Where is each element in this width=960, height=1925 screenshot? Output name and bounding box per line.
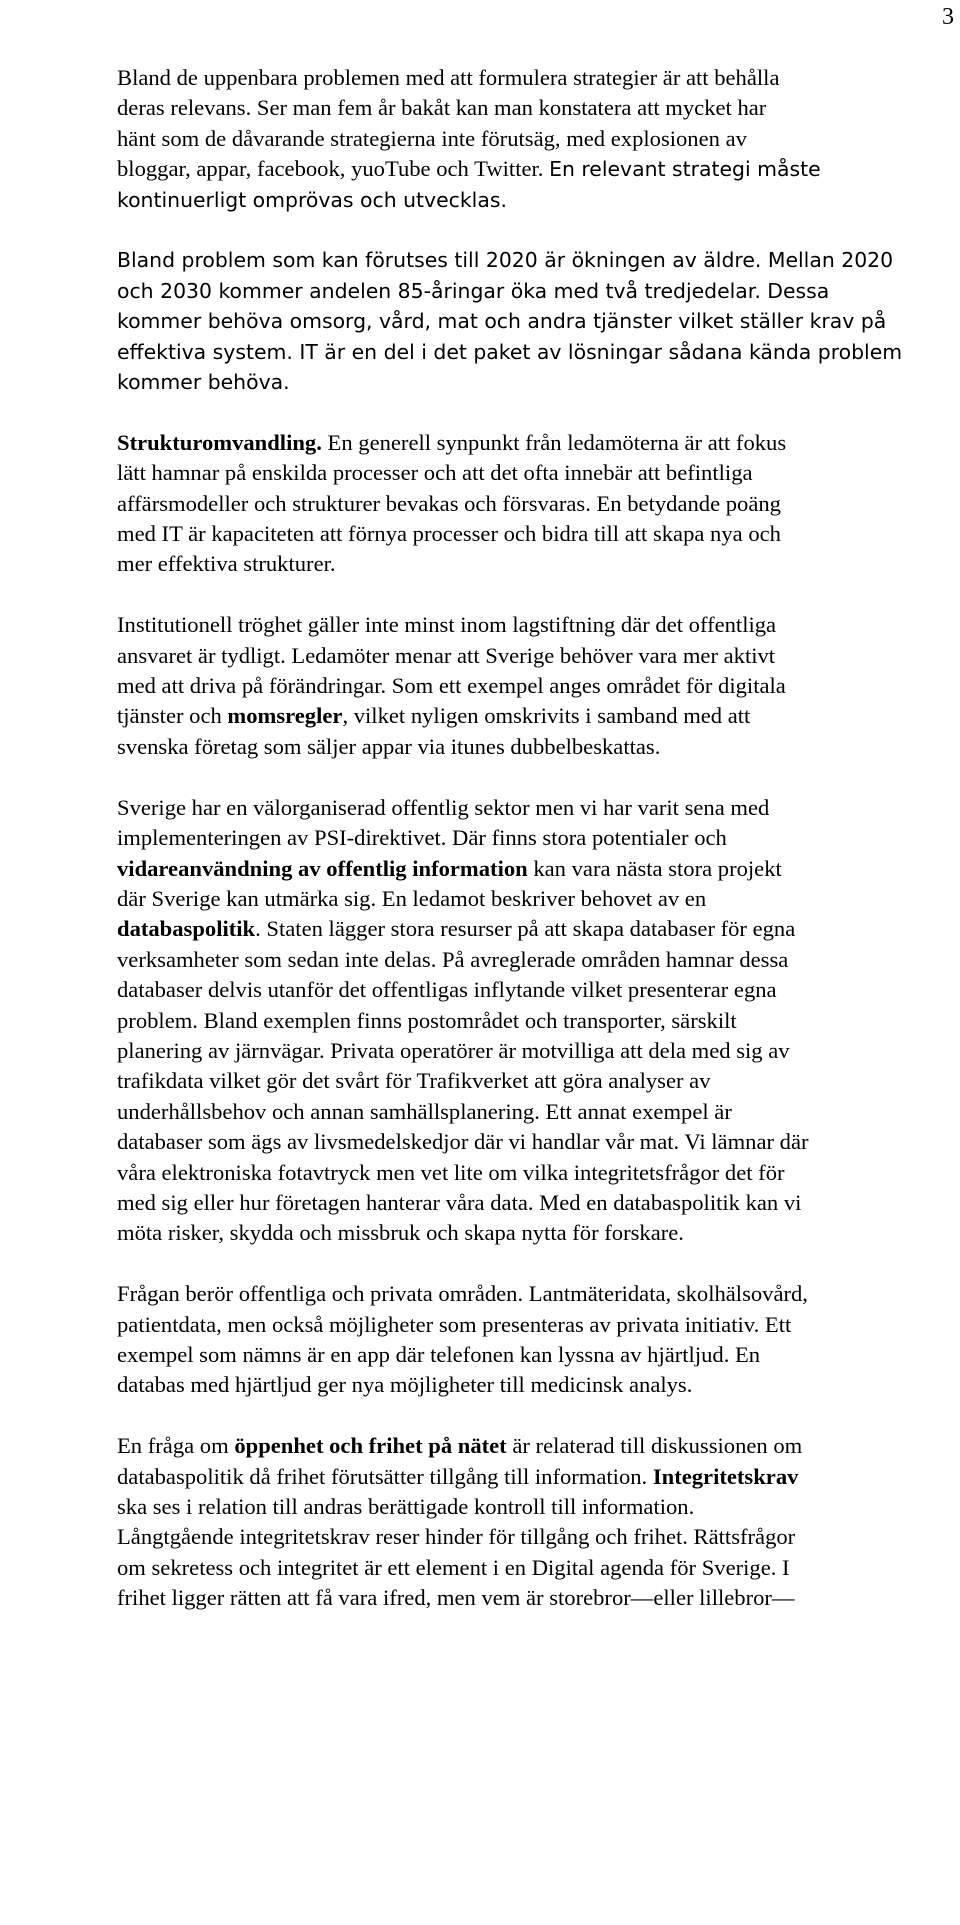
text-line bbox=[117, 1006, 897, 1036]
text-line bbox=[117, 1188, 897, 1218]
text-line bbox=[117, 306, 897, 336]
text-run: databaser delvis utanför det offentligas inflytande vilket presenterar egna bbox=[117, 977, 777, 1003]
text-line bbox=[117, 337, 903, 367]
text-run: trafikdata vilket gör det svårt för Trafikverket att göra analyser av bbox=[117, 1068, 711, 1094]
bold-text: databaspolitik bbox=[117, 916, 256, 942]
text-run: implementeringen av PSI-direktivet. Där finns stora potentialer och bbox=[117, 825, 727, 851]
text-line bbox=[117, 185, 897, 215]
text-line bbox=[117, 1279, 897, 1309]
text-run: Sverige har en välorganiserad offentlig sektor men vi har varit sena med bbox=[117, 794, 770, 820]
text-line bbox=[117, 732, 897, 762]
text-line bbox=[117, 610, 897, 640]
text-line bbox=[117, 549, 897, 579]
text-line bbox=[117, 1127, 897, 1157]
text-run: affärsmodeller och strukturer bevakas och försvaras. En betydande poäng bbox=[117, 490, 781, 516]
text-run: med att driva på förändringar. Som ett exempel anges området för digitala bbox=[117, 673, 786, 699]
text-run: . Staten lägger stora resurser på att skapa databaser för egna bbox=[255, 916, 796, 942]
text-line bbox=[117, 458, 897, 488]
text-run: mer effektiva strukturer. bbox=[117, 551, 336, 577]
text-run: planering av järnvägar. Privata operatörer är motvilliga att dela med sig av bbox=[117, 1037, 790, 1063]
text-line bbox=[117, 975, 897, 1005]
text-line bbox=[117, 1583, 897, 1613]
text-run: frihet ligger rätten att få vara ifred, men vem är storebror—eller lillebror— bbox=[117, 1585, 795, 1611]
text-run: Frågan berör offentliga och privata områden. Lantmäteridata, skolhälsovård, bbox=[117, 1281, 808, 1307]
text-run: är relaterad till diskussionen om bbox=[506, 1433, 803, 1459]
text-line bbox=[117, 1310, 897, 1340]
text-line bbox=[117, 701, 897, 731]
text-run: , vilket nyligen omskrivits i samband med att bbox=[342, 703, 751, 729]
text-run: och 2030 kommer andelen 85-åringar öka med två tredjedelar. Dessa bbox=[117, 278, 830, 303]
text-line bbox=[117, 124, 897, 154]
text-line bbox=[117, 1066, 897, 1096]
text-line bbox=[117, 1370, 897, 1400]
text-line bbox=[117, 671, 897, 701]
text-line bbox=[117, 93, 897, 123]
text-line bbox=[117, 1522, 897, 1552]
bold-text: öppenhet och frihet på nätet bbox=[234, 1433, 507, 1459]
text-run: möta risker, skydda och missbruk och skapa nytta för forskare. bbox=[117, 1220, 684, 1246]
text-run: deras relevans. Ser man fem år bakåt kan man konstatera att mycket har bbox=[117, 95, 767, 121]
paragraph-p3 bbox=[117, 428, 897, 580]
text-run: kommer behöva. bbox=[117, 370, 290, 395]
text-run: databas med hjärtljud ger nya möjligheter till medicinsk analys. bbox=[117, 1372, 693, 1398]
text-line bbox=[117, 1462, 897, 1492]
text-run: där Sverige kan utmärka sig. En ledamot beskriver behovet av en bbox=[117, 885, 707, 911]
body-text bbox=[117, 63, 903, 1614]
text-run: Bland de uppenbara problemen med att formulera strategier är att behålla bbox=[117, 65, 780, 90]
text-line bbox=[117, 154, 897, 184]
text-run: Bland problem som kan förutses till 2020 är ökningen av äldre. Mellan 2020 bbox=[117, 248, 894, 273]
text-run: problem. Bland exemplen finns postområdet och transporter, särskilt bbox=[117, 1007, 737, 1033]
paragraph-p5 bbox=[117, 793, 897, 1249]
text-run: Institutionell tröghet gäller inte minst inom lagstiftning där det offentliga bbox=[117, 612, 777, 638]
text-line bbox=[117, 63, 897, 93]
text-run: ska ses i relation till andras berättigade kontroll till information. bbox=[117, 1494, 695, 1519]
text-run: våra elektroniska fotavtryck men vet lite om vilka integritetsfrågor det för bbox=[117, 1159, 785, 1185]
text-run: kontinuerligt omprövas och utvecklas. bbox=[117, 187, 507, 212]
bold-text: momsregler bbox=[227, 703, 343, 729]
text-run: verksamheter som sedan inte delas. På avreglerade områden hamnar dessa bbox=[117, 946, 789, 972]
text-line bbox=[117, 428, 897, 458]
text-run: exempel som nämns är en app där telefonen kan lyssna av hjärtljud. En bbox=[117, 1341, 761, 1367]
text-run: lätt hamnar på enskilda processer och att det ofta innebär att befintliga bbox=[117, 460, 753, 486]
text-line bbox=[117, 1553, 897, 1583]
text-run: En relevant strategi måste bbox=[549, 157, 821, 182]
text-run: svenska företag som säljer appar via itunes dubbelbeskattas. bbox=[117, 733, 661, 759]
paragraph-p2 bbox=[117, 245, 903, 397]
text-run: En generell synpunkt från ledamöterna är att fokus bbox=[321, 429, 787, 455]
text-run: kan vara nästa stora projekt bbox=[527, 855, 782, 881]
paragraph-p1 bbox=[117, 63, 897, 215]
paragraph-p6 bbox=[117, 1279, 897, 1401]
text-run: kommer behöva omsorg, vård, mat och andra tjänster vilket ställer krav på bbox=[117, 309, 887, 334]
text-line bbox=[117, 1218, 897, 1248]
text-line bbox=[117, 1340, 897, 1370]
text-line bbox=[117, 1431, 897, 1461]
text-line bbox=[117, 519, 897, 549]
bold-text: Strukturomvandling. bbox=[117, 429, 322, 455]
text-run: Långtgående integritetskrav reser hinder för tillgång och frihet. Rättsfrågor bbox=[117, 1524, 796, 1550]
text-line bbox=[117, 245, 897, 275]
text-run: bloggar, appar, facebook, yuoTube och Twitter. bbox=[117, 156, 550, 182]
text-line bbox=[117, 1036, 897, 1066]
text-run: ansvaret är tydligt. Ledamöter menar att Sverige behöver vara mer aktivt bbox=[117, 642, 776, 668]
text-line bbox=[117, 489, 897, 519]
text-line bbox=[117, 823, 897, 853]
text-run: effektiva system. IT är en del i det paket av lösningar sådana kända problem bbox=[117, 339, 903, 364]
bold-text: vidareanvändning av offentlig information bbox=[117, 855, 528, 881]
text-run: tjänster och bbox=[117, 703, 228, 729]
paragraph-p4 bbox=[117, 610, 897, 762]
text-run: databaspolitik då frihet förutsätter tillgång till information. bbox=[117, 1463, 653, 1489]
text-run: patientdata, men också möjligheter som presenteras av privata initiativ. Ett bbox=[117, 1311, 792, 1337]
text-line bbox=[117, 854, 897, 884]
text-line bbox=[117, 884, 897, 914]
text-line bbox=[117, 1158, 897, 1188]
text-line bbox=[117, 367, 897, 397]
text-line bbox=[117, 276, 897, 306]
page-number: 3 bbox=[942, 4, 954, 30]
text-line bbox=[117, 641, 897, 671]
text-line bbox=[117, 945, 897, 975]
text-run: hänt som de dåvarande strategierna inte förutsäg, med explosionen av bbox=[117, 125, 747, 151]
text-line bbox=[117, 793, 897, 823]
text-run: databaser som ägs av livsmedelskedjor där vi handlar vår mat. Vi lämnar där bbox=[117, 1129, 809, 1155]
text-line bbox=[117, 1492, 897, 1522]
text-run: underhållsbehov och annan samhällsplanering. Ett annat exempel är bbox=[117, 1098, 732, 1124]
text-line bbox=[117, 1097, 897, 1127]
text-run: om sekretess och integritet är ett element i en Digital agenda för Sverige. I bbox=[117, 1554, 790, 1580]
text-line bbox=[117, 914, 897, 944]
text-run: med IT är kapaciteten att förnya processer och bidra till att skapa nya och bbox=[117, 521, 781, 547]
bold-text: Integritetskrav bbox=[652, 1463, 799, 1489]
text-run: En fråga om bbox=[117, 1433, 235, 1459]
paragraph-p7 bbox=[117, 1431, 897, 1613]
text-run: med sig eller hur företagen hanterar våra data. Med en databaspolitik kan vi bbox=[117, 1189, 802, 1215]
